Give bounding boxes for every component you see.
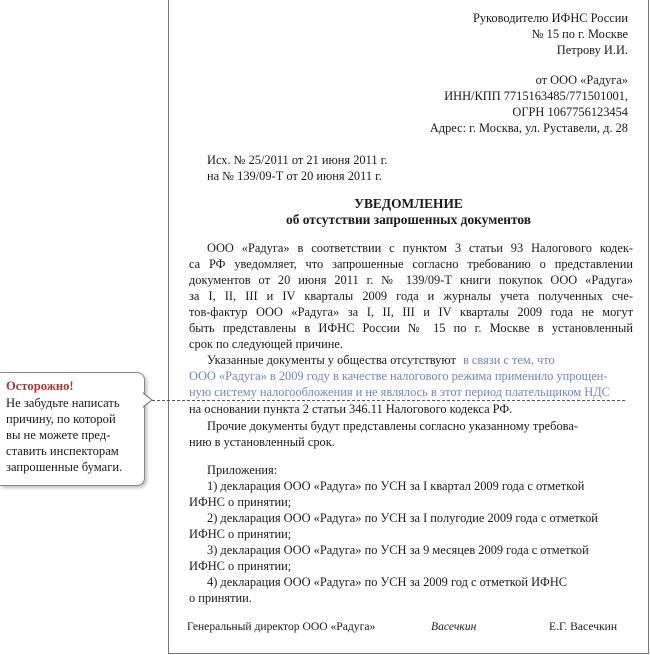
p2-start: Указанные документы у общества отсутствуют: [207, 353, 456, 367]
warning-callout-line-3: вы не можете пред-: [6, 428, 111, 442]
attachment-3-line-1: 3) декларация ООО «Радуга» по УСН за 9 месяцев 2009 года с отметкой: [207, 543, 589, 557]
attachments-heading: Приложения:: [207, 463, 278, 477]
warning-callout-line-4: ставить инспекторам: [6, 444, 119, 458]
addressee-line-3: Петрову И.И.: [556, 43, 628, 57]
doc-title: УВЕДОМЛЕНИЕ: [354, 196, 463, 211]
sender-line-1: от ООО «Радуга»: [535, 73, 628, 87]
addressee-line-1: Руководителю ИФНС России: [472, 11, 628, 25]
p2-highlight-3: ную систему налогообложения и не являлось в этот период плательщиком НДС: [189, 385, 610, 399]
attachment-2-line-1: 2) декларация ООО «Радуга» по УСН за I полугодие 2009 года с отметкой: [207, 511, 598, 525]
attachment-1-line-1: 1) декларация ООО «Радуга» по УСН за I квартал 2009 года с отметкой: [207, 479, 585, 493]
doc-subtitle: об отсутствии запрошенных документов: [286, 212, 531, 227]
p1-line-1-text: ООО «Радуга» в соответствии с пунктом 3 статьи 93 Налогового кодек-: [207, 241, 633, 255]
p1-line-4: за I, II, III и IV кварталы 2009 года и журналы учета полученных сче-: [189, 289, 633, 303]
addressee-line-2: № 15 по г. Москве: [531, 27, 628, 41]
warning-callout: [0, 372, 145, 486]
letter-sheet: [168, 0, 649, 654]
p1-line-2: са РФ уведомляет, что запрошенные согласно требованию о представлении: [189, 257, 633, 271]
callout-pointer-fill: [142, 393, 151, 407]
attachment-3-line-2: ИФНС о принятии;: [189, 559, 292, 573]
p1-line-6: быть представлены в ИФНС России № 15 по г. Москве в установленный: [189, 321, 633, 335]
warning-callout-line-2: причину, по которой: [6, 412, 116, 426]
p2-line-1: [207, 352, 555, 368]
p1-line-3: документов от 20 июня 2011 г. № 139/09-Т книги покупок ООО «Радуга»: [189, 273, 633, 287]
sender-line-3: ОГРН 1067756123454: [512, 105, 628, 119]
incoming-ref: на № 139/09-Т от 20 июня 2011 г.: [207, 169, 382, 183]
p2-highlight-2: ООО «Радуга» в 2009 году в качестве налогового режима применило упрощен-: [189, 369, 608, 383]
callout-dashed-line: [152, 400, 625, 401]
attachment-4-line-2: о принятии.: [189, 591, 252, 605]
signatory-name: Е.Г. Васечкин: [549, 620, 618, 633]
p1-line-1: [207, 240, 633, 256]
attachment-4-line-1: 4) декларация ООО «Радуга» по УСН за 2009 год с отметкой ИФНС: [207, 575, 568, 589]
attachment-1-line-2: ИФНС о принятии;: [189, 495, 292, 509]
p2-highlight-1: в связи с тем, что: [462, 353, 555, 367]
signatory-position: Генеральный директор ООО «Радуга»: [187, 620, 376, 633]
p2-end: на основании пункта 2 статьи 346.11 Налогового кодекса РФ.: [189, 402, 513, 416]
sender-line-2: ИНН/КПП 7715163485/771501001,: [444, 89, 628, 103]
warning-callout-line-1: Не забудьте написать: [6, 396, 120, 410]
warning-callout-line-5: запрошенные бумаги.: [6, 460, 123, 474]
p1-line-7: срок по следующей причине.: [189, 337, 344, 351]
p3-line-2: нию в установленный срок.: [189, 435, 335, 449]
attachment-2-line-2: ИФНС о принятии;: [189, 527, 292, 541]
p1-line-5: тов-фактур ООО «Радуга» за I, II, III и IV кварталы 2009 года не могут: [189, 305, 633, 319]
signature-mark: Васечкин: [431, 620, 477, 633]
outgoing-ref: Исх. № 25/2011 от 21 июня 2011 г.: [207, 153, 388, 167]
p3-line-1: Прочие документы будут представлены согласно указанному требова-: [207, 419, 578, 433]
warning-callout-heading: Осторожно!: [6, 379, 74, 393]
sender-line-4: Адрес: г. Москва, ул. Руставели, д. 28: [429, 121, 628, 135]
